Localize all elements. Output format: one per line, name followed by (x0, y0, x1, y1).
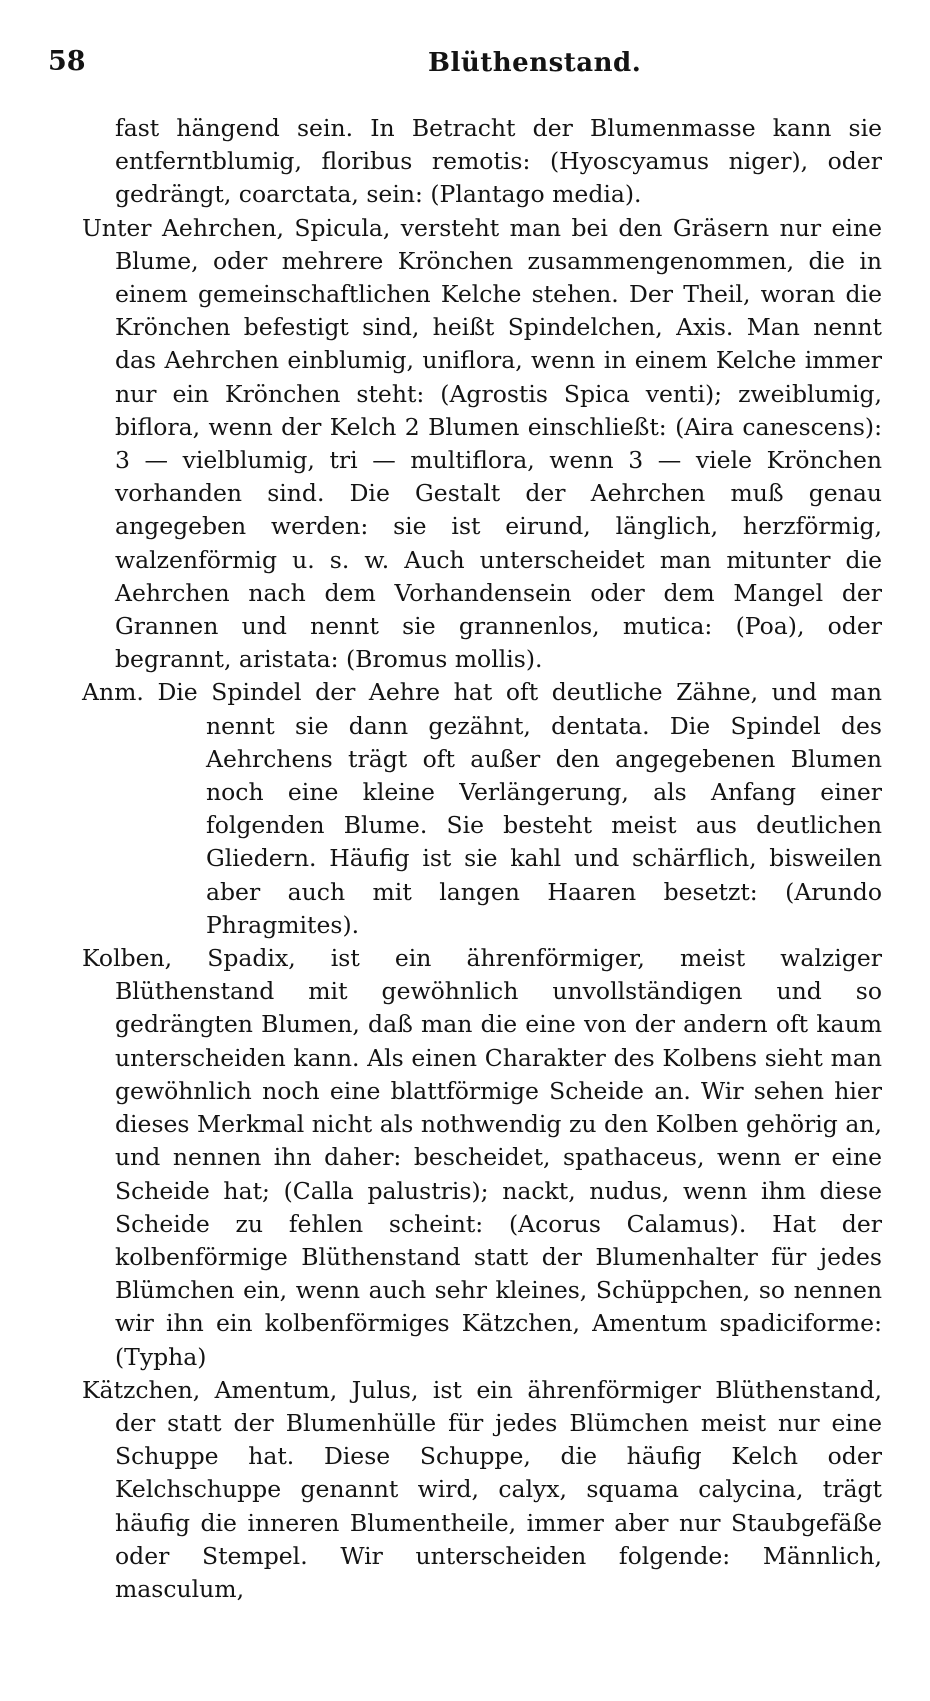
body-text (82, 112, 882, 1606)
page-number: 58 (48, 46, 86, 77)
page-header (48, 46, 888, 86)
paragraph-spadix: Kolben, Spadix, ist ein ährenförmiger, meist walziger Blüthenstand mit gewöhnlich unvollständigen und so gedrängten Blumen, daß man die eine von der andern oft kaum unterscheiden kann. Als einen Charakter des Kolbens sieht man gewöhnlich noch eine blattförmige Scheide an. Wir sehen hier dieses Merkmal nicht als nothwendig zu den Kolben gehörig an, und nennen ihn daher: bescheidet, spathaceus, wenn er eine Scheide hat; (Calla palustris); nackt, nudus, wenn ihm diese Scheide zu fehlen scheint: (Acorus Calamus). Hat der kolbenförmige Blüthenstand statt der Blumenhalter für jedes Blümchen ein, wenn auch sehr kleines, Schüppchen, so nennen wir ihn ein kolbenförmiges Kätzchen, Amentum spadiciforme: (Typha) (82, 944, 882, 1371)
running-head: Blüthenstand. (428, 48, 642, 78)
paragraph-amentum: Kätzchen, Amentum, Julus, ist ein ährenförmiger Blüthenstand, der statt der Blumenhülle für jedes Blümchen meist nur eine Schuppe hat. Diese Schuppe, die häufig Kelch oder Kelchschuppe genannt wird, calyx, squama calycina, trägt häufig die inneren Blumentheile, immer aber nur Staubgefäße oder Stempel. Wir unterscheiden folgende: Männlich, masculum, (82, 1375, 882, 1603)
paragraph-spicula: Unter Aehrchen, Spicula, versteht man bei den Gräsern nur eine Blume, oder mehrere Krönchen zusammengenommen, die in einem gemeinschaftlichen Kelche stehen. Der Theil, woran die Krönchen befestigt sind, heißt Spindelchen, Axis. Man nennt das Aehrchen einblumig, uniflora, wenn in einem Kelche immer nur ein Krönchen steht: (Agrostis Spica venti); zweiblumig, biflora, wenn der Kelch 2 Blumen einschließt: (Aira canescens): 3 — vielblumig, tri — multiflora, wenn 3 — viele Krönchen vorhanden sind. Die Gestalt der Aehrchen muß genau angegeben werden: sie ist eirund, länglich, herzförmig, walzenförmig u. s. w. Auch unterscheidet man mitunter die Aehrchen nach dem Vorhandensein oder dem Mangel der Grannen und nennt sie grannenlos, mutica: (Poa), oder begrannt, aristata: (Bromus mollis). (82, 213, 882, 674)
paragraph-continuation: fast hängend sein. In Betracht der Blumenmasse kann sie entferntblumig, floribus remotis: (Hyoscyamus niger), oder gedrängt, coarctata, sein: (Plantago media). (115, 114, 882, 209)
paragraph-annotation: Anm. Die Spindel der Aehre hat oft deutliche Zähne, und man nennt sie dann gezähnt, dentata. Die Spindel des Aehrchens trägt oft außer den angegebenen Blumen noch eine kleine Verlängerung, als Anfang einer folgenden Blume. Sie besteht meist aus deutlichen Gliedern. Häufig ist sie kahl und schärflich, bisweilen aber auch mit langen Haaren besetzt: (Arundo Phragmites). (82, 678, 882, 939)
